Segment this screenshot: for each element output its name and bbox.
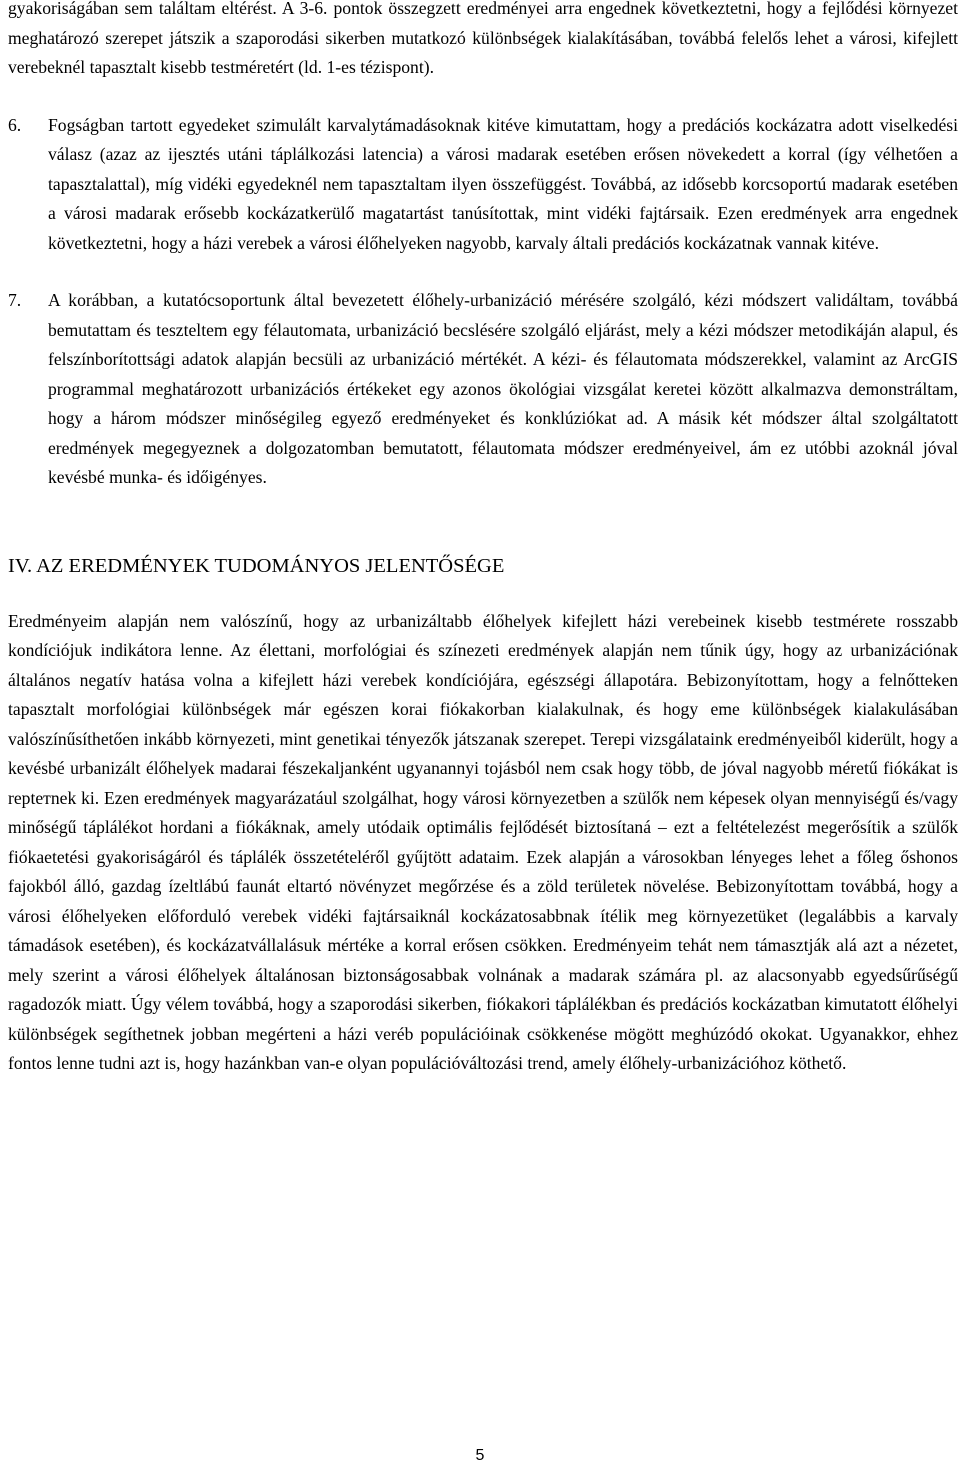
intro-paragraph: gyakoriságában sem találtam eltérést. A 3-6. pontok összegzett eredményei arra engednek következtetni, hogy a fejlődési környezet meghatározó szerepet játszik a szaporodási sikerben mutatkozó különbségek kialakításában, továbbá felelős lehet a városi, kifejlett verebeknél tapasztalt kisebb testméretért (ld. 1-es tézispont). (8, 0, 958, 77)
thesis-point-text: A korábban, a kutatócsoportunk által bevezetett élőhely-urbanizáció mérésére szolgáló, kézi módszert validáltam, továbbá bemutattam és teszteltem egy félautomata, urbanizáció becslésére szolgáló eljárást, mely a kézi módszer metodikáján alapul, és felszínborítottsági adatok alapján becsüli az urbanizáció mértékét. A kézi- és félautomata módszerekkel, valamint az ArcGIS programmal meghatározott urbanizációs értékeket egy azonos ökológiai vizsgálat keretei között alkalmazva demonstráltam, hogy a három módszer minőségileg egyező eredményeket és konklúziókat ad. A másik két módszer által szolgáltatott eredmények megegyeznek a dolgozatomban bemutatott, félautomata módszer eredményeivel, ám ez utóbbi azoknál jóval kevésbé munka- és időigényes. (48, 290, 958, 487)
section-body-paragraph: Eredményeim alapján nem valószínű, hogy az urbanizáltabb élőhelyek kifejlett házi verebeinek kisebb testmérete rosszabb kondíciójuk indikátora lenne. Az élettani, morfológiai és színezeti eredmények alapján nem tűnik úgy, hogy az urbanizációnak általános negatív hatása volna a kifejlett házi verebek kondíciójára, egészségi állapotára. Bebizonyítottam, hogy a felnőtteken tapasztalt morfológiai különbségek már egészen korai fiókakorban kialakulnak, és hogy eme különbségek kialakulásában valószínűsíthetően inkább környezeti, mint genetikai tényezők játszanak szerepet. Terepi vizsgálataink eredményeiből kiderült, hogy a kevésbé urbanizált élőhelyek madarai fészekaljanként ugyanannyi tojásból nem csak hogy több, de jóval nagyobb méretű fiókákat is repteтnek ki. Ezen eredmények magyarázatául szolgálhat, hogy városi környezetben a szülők nem képesek olyan mennyiségű és/vagy minőségű táplálékot hordani a fiókáknak, amely utódaik optimális fejlődését biztosítaná – ezt a feltételezést megerősítik a szülők fiókaetetési gyakoriságáról és táplálék összetételéről gyűjtött adataim. Ezek alapján a városokban lényeges lehet a főleg őshonos fajokból álló, gazdag ízeltlábú faunát eltartó növényzet megőrzése és a zöld területek növelése. Bebizonyítottam továbbá, hogy a városi élőhelyeken előforduló verebek vidéki fajtársaiknál kockázatosabbnak ítélik meg környezetüket (legalábbis a karvaly támadások esetében), és kockázatvállalásuk mértéke a korral erősen csökken. Eredményeim tehát nem támasztják alá azt a nézetet, mely szerint a városi élőhelyek általánosan biztonságosabbak volnának a madarak számára pl. az alacsonyabb egyedsűrűségű ragadozók miatt. Úgy vélem továbbá, hogy a szaporodási sikerben, fiókakori táplálékban és predációs kockázatban kimutatott élőhelyi különbségek segíthetnek jobban megérteni a házi veréb populációinak csökkenése mögött meghúzódó okokat. Ugyanakkor, ehhez fontos lenne tudni azt is, hogy hazánkban van-e olyan populációváltozási trend, amely élőhely-urbanizációhoz köthető. (8, 610, 958, 1073)
page-number: 5 (475, 1447, 485, 1464)
thesis-point-number: 7. (8, 290, 22, 310)
thesis-point-6 (8, 111, 958, 259)
thesis-point-text: Fogságban tartott egyedeket szimulált karvalytámadásoknak kitéve kimutattam, hogy a predációs kockázatra adott viselkedési válasz (azaz az ijesztés utáni táplálkozási latencia) a városi madarak esetében erősen növekedett a korral (így vélhetően a tapasztalattal), míg vidéki egyedeknél nem tapasztaltam ilyen összefüggést. Továbbá, az idősebb korcsoportú madarak esetében a városi madarak erősebb kockázatkerülő magatartást tanúsítottak, mint vidéki fajtársaik. Ezen eredmények arra engednek következtetni, hogy a házi verebek a városi élőhelyeken nagyobb, karvaly általi predációs kockázatnak vannak kitéve. (48, 114, 958, 253)
thesis-point-7 (8, 286, 958, 493)
document-page (8, 0, 958, 1079)
section-heading: IV. AZ EREDMÉNYEK TUDOMÁNYOS JELENTŐSÉGE (8, 554, 505, 577)
thesis-point-number: 6. (8, 114, 22, 135)
